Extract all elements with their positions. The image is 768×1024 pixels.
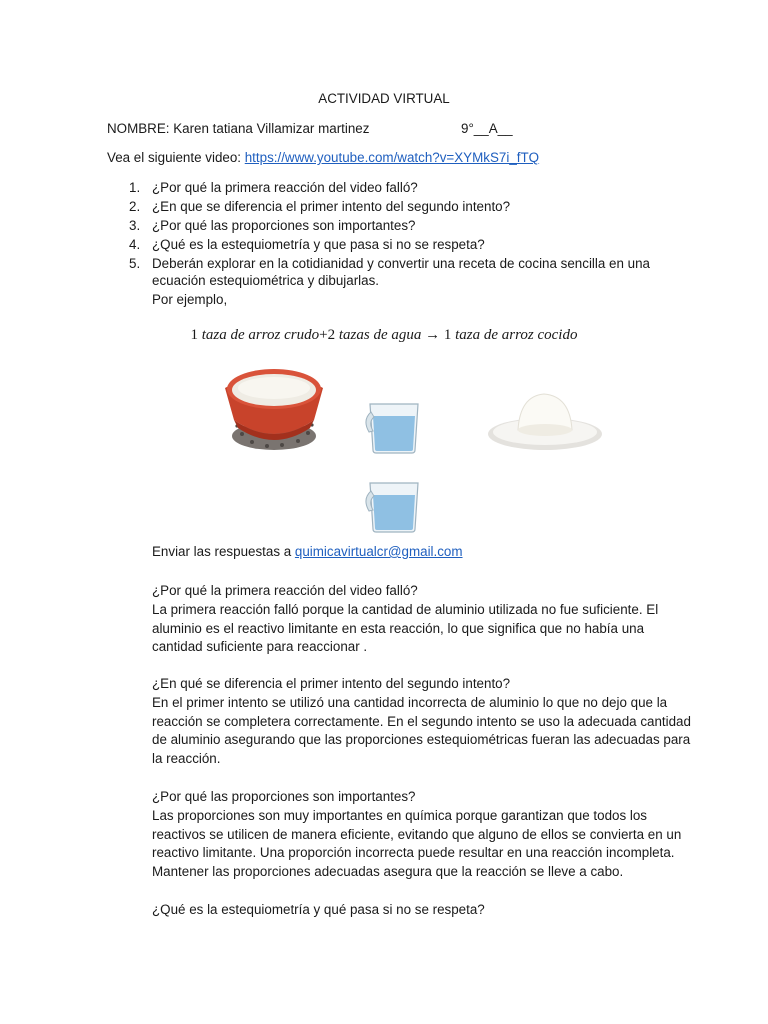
plus-coef: +2 — [319, 327, 336, 343]
answer-block — [152, 582, 658, 657]
answer-block — [152, 788, 681, 882]
cooked-rice-plate-image — [486, 390, 604, 452]
term-raw-rice: taza de arroz crudo — [201, 327, 320, 343]
list-text: ¿Por qué las proporciones son importantes? — [152, 218, 416, 233]
answer-line: cantidad suficiente para reaccionar . — [152, 639, 368, 655]
answer-line: aluminio es el reactivo limitante en esta reacción, lo que significa que no había una — [152, 620, 645, 636]
answer-line: En el primer intento se utilizó una cantidad incorrecta de aluminio lo que no dejo que la — [152, 694, 668, 710]
coef-1: 1 — [190, 327, 199, 343]
grade-section: 9°__A__ — [461, 121, 513, 136]
answer-line: Las proporciones son muy importantes en química porque garantizan que todos los — [152, 807, 648, 823]
student-name: NOMBRE: Karen tatiana Villamizar martinez — [107, 121, 370, 136]
list-text: ¿Qué es la estequiometría y que pasa si no se respeta? — [152, 237, 485, 252]
coef-3: 1 — [443, 327, 452, 343]
answer-line: La primera reacción falló porque la cantidad de aluminio utilizada no fue suficiente. El — [152, 601, 659, 617]
send-prefix: Enviar las respuestas a — [152, 544, 295, 559]
video-prefix: Vea el siguiente video: — [107, 150, 245, 165]
example-label: Por ejemplo, — [152, 292, 228, 307]
answer-line: reactivos se utilicen de manera eficiente, evitando que alguno de ellos se convierta en un — [152, 826, 682, 842]
answer-question: ¿Por qué la primera reacción del video falló? — [152, 583, 418, 598]
term-water: tazas de agua — [338, 327, 422, 343]
list-number: 5. — [129, 256, 141, 271]
answer-question: ¿Por qué las proporciones son importantes? — [152, 789, 416, 804]
water-glass-image — [362, 477, 424, 535]
answer-block — [152, 901, 485, 920]
answer-line: reacción se completera correctamente. En el segundo intento se uso la adecuada cantidad — [152, 713, 691, 729]
list-text: ¿Por qué la primera reacción del video falló? — [152, 180, 418, 195]
video-link[interactable]: https://www.youtube.com/watch?v=XYMkS7i_fTQ — [244, 150, 540, 165]
document-title: ACTIVIDAD VIRTUAL — [318, 91, 450, 106]
list-number: 1. — [129, 180, 141, 195]
send-answers-line — [152, 544, 463, 559]
answer-question: ¿Qué es la estequiometría y qué pasa si no se respeta? — [152, 902, 485, 917]
question-5-continuation: ecuación estequiométrica y dibujarlas. — [152, 273, 380, 288]
stoichiometric-equation — [0, 327, 768, 344]
answer-line: reactivo limitante. Una proporción incorrecta puede resultar en una reacción incompleta. — [152, 845, 675, 861]
answer-line: de aluminio asegurando que las proporciones estequiométricas fueran las adecuadas para — [152, 732, 691, 748]
answer-line: la reacción. — [152, 751, 221, 767]
list-text: ¿En que se diferencia el primer intento del segundo intento? — [152, 199, 511, 214]
arrow-icon: → — [425, 327, 441, 343]
answer-block — [152, 675, 691, 769]
list-number: 4. — [129, 237, 141, 252]
list-number: 2. — [129, 199, 141, 214]
answer-question: ¿En qué se diferencia el primer intento del segundo intento? — [152, 676, 511, 691]
video-line — [107, 150, 539, 165]
rice-bowl-image — [222, 362, 327, 457]
list-text: Deberán explorar en la cotidianidad y convertir una receta de cocina sencilla en una — [152, 256, 650, 271]
term-cooked-rice: taza de arroz cocido — [455, 327, 578, 343]
answer-line: Mantener las proporciones adecuadas asegura que la reacción se lleve a cabo. — [152, 864, 624, 880]
list-number: 3. — [129, 218, 141, 233]
water-glass-image — [362, 398, 424, 456]
email-link[interactable]: quimicavirtualcr@gmail.com — [294, 544, 463, 559]
